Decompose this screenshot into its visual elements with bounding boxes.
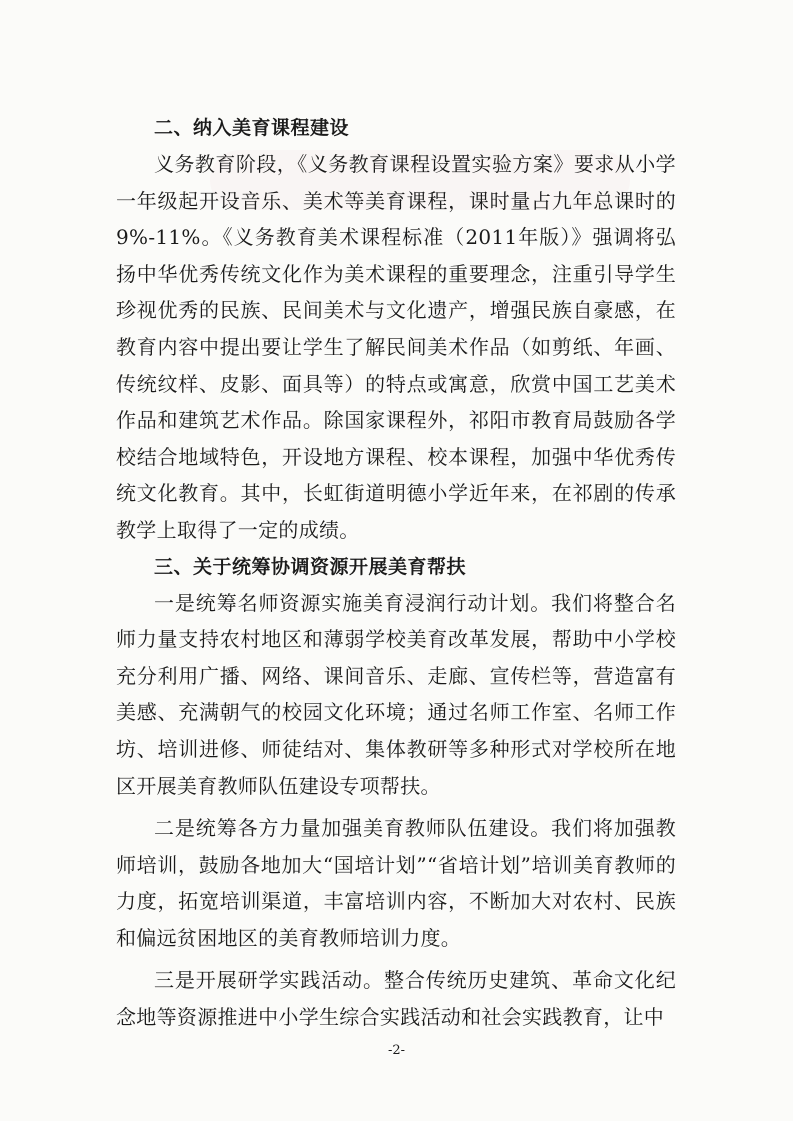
section3-paragraph-3: 三是开展研学实践活动。整合传统历史建筑、革命文化纪念地等资源推进中小学生综合实践活动和社会实践教育，让中 [116,968,676,1030]
section2-paragraph: 义务教育阶段，《义务教育课程设置实验方案》要求从小学一年级起开设音乐、美术等美育课程，课时量占九年总课时的9%-11%。《义务教育美术课程标准（2011年版）》强调将弘扬中华优秀传统文化作为美术课程的重要理念，注重引导学生珍视优秀的民族、民间美术与文化遗产，增强民族自豪感，在教育内容中提出要让学生了解民间美术作品（如剪纸、年画、传统纹样、皮影、面具等）的特点或寓意，欣赏中国工艺美术作品和建筑艺术作品。除国家课程外，祁阳市教育局鼓励各学校结合地域特色，开设地方课程、校本课程，加强中华优秀传统文化教育。其中，长虹街道明德小学近年来，在祁剧的传承教学上取得了一定的成绩。 [116,152,676,542]
section3-paragraph-2: 二是统筹各方力量加强美育教师队伍建设。我们将加强教师培训，鼓励各地加大“国培计划”“省培计划”培训美育教师的力度，拓宽培训渠道，丰富培训内容，不断加大对农村、民族和偏远贫困地区的美育教师培训力度。 [116,816,676,950]
section3-heading: 三、关于统筹协调资源开展美育帮扶 [154,555,467,578]
section3-paragraph-1: 一是统筹名师资源实施美育浸润行动计划。我们将整合名师力量支持农村地区和薄弱学校美育改革发展，帮助中小学校充分利用广播、网络、课间音乐、走廊、宣传栏等，营造富有美感、充满朝气的校园文化环境；通过名师工作室、名师工作坊、培训进修、师徒结对、集体教研等多种形式对学校所在地区开展美育教师队伍建设专项帮扶。 [116,590,676,798]
page-number: -2- [387,1043,406,1058]
document-body [116,110,676,1036]
section2-heading: 二、纳入美育课程建设 [154,117,350,139]
